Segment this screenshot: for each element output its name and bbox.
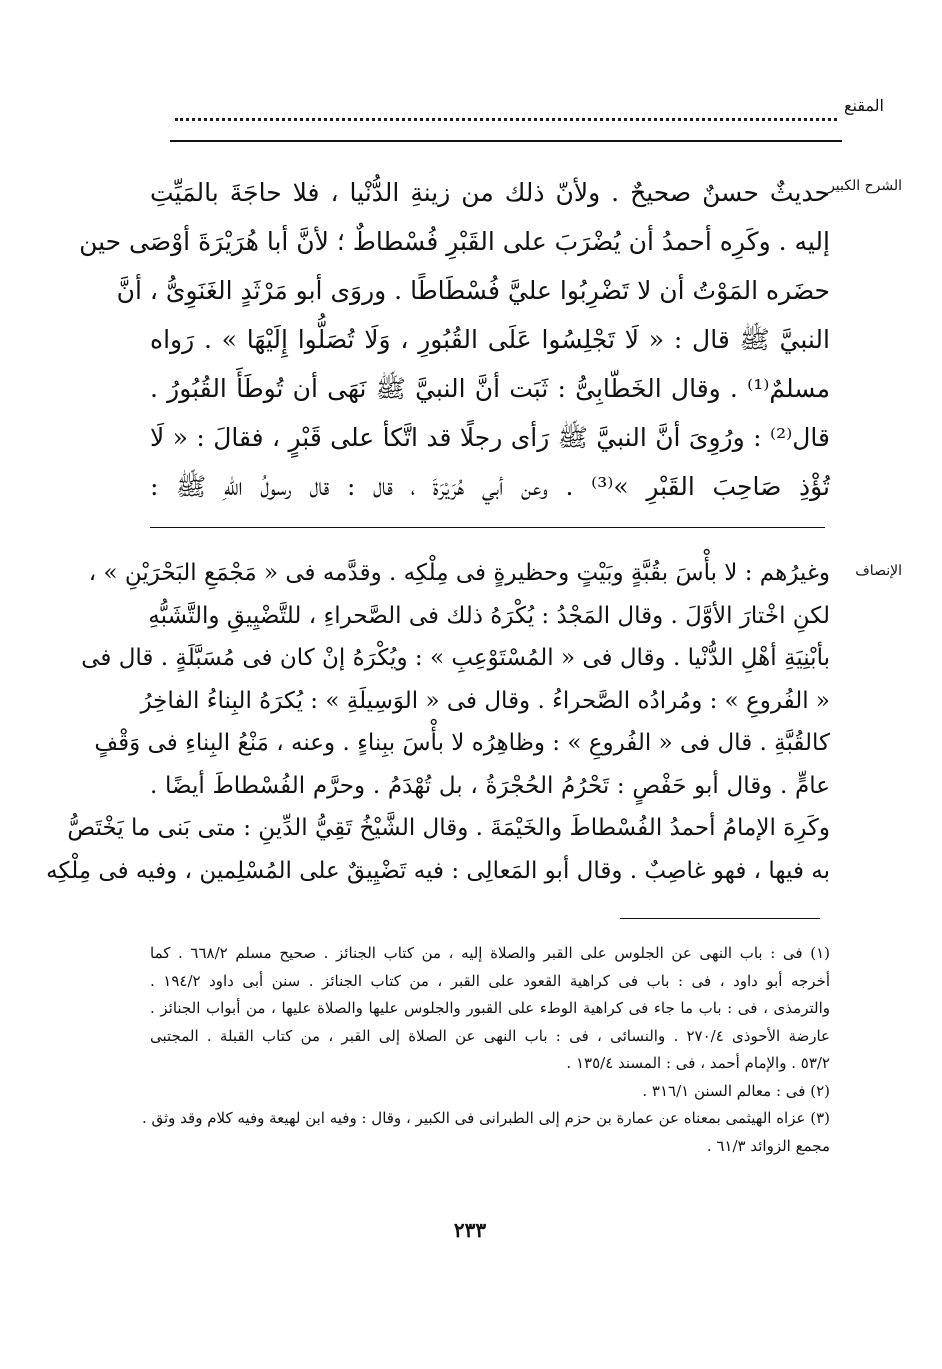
section-label-insaf: الإنصاف bbox=[855, 563, 902, 579]
section-label-sharh: الشرح الكبير bbox=[828, 178, 902, 194]
insaf-line: وكَرِهَ الإمامُ أحمدُ الفُسْطاطَ والخَيْمَةَ . وقال الشَّيْخُ تَقِيُّ الدِّينِ : متى بَنى ما يَخْتَصُّ bbox=[67, 815, 830, 841]
page-number: ٢٣٣ bbox=[453, 1218, 487, 1242]
footnote-line: ٥٣/٢ . والإمام أحمد ، فى : المسند ١٣٥/٤ . bbox=[566, 1054, 830, 1072]
insaf-line: بأبْنِيَةِ أهْلِ الدُّنْيا . وقال فى « المُسْتَوْعِبِ » : ويُكْرَهُ إنْ كان فى مُسَبَّلَةٍ . قال فى bbox=[81, 645, 830, 671]
insaf-line: عامٍّ . وقال أبو حَفْصٍ : تَحْرُمُ الحُجْرَةُ ، بل تُهْدَمُ . وحرَّم الفُسْطاطَ أيضًا . bbox=[150, 772, 830, 799]
sharh-line: إليه . وكَرِه أحمدُ أن يُضْرَبَ على القَبْرِ فُسْطاطٌ ؛ لأنَّ أبا هُرَيْرَةَ أوْصَى حين bbox=[79, 227, 830, 256]
header-rule bbox=[170, 140, 842, 142]
section-separator bbox=[150, 527, 825, 528]
footnote-line: (٢) فى : معالم السنن ٣١٦/١ . bbox=[642, 1081, 830, 1100]
footnote-line: عارضة الأحوذى ٢٧٠/٤ . والنسائى ، فى : باب النهى عن الصلاة إلى القبر ، من كتاب القبلة . المجتبى bbox=[150, 1026, 830, 1045]
insaf-text bbox=[46, 552, 830, 892]
footnote-line: والترمذى ، فى : باب ما جاء فى كراهية الوطء على القبور والجلوس عليها والصلاة عليها ، من أبواب الجنائز . bbox=[150, 999, 830, 1017]
footnote-rule bbox=[620, 918, 820, 919]
footnote-line: أخرجه أبو داود ، فى : باب فى كراهية القعود على القبر ، من كتاب الجنائز . سنن أبى داود ١٩٤/٢ . bbox=[150, 971, 830, 990]
sharh-line: مسلمٌ⁽¹⁾ . وقال الخَطّابِىُّ : ثَبَت أنَّ النبيَّ ﷺ نَهَى أن تُوطَأَ القُبُورُ . bbox=[150, 374, 830, 403]
sharh-text bbox=[79, 168, 830, 511]
insaf-line: وغيرُهم : لا بأْسَ بقُبَّةٍ وبَيْتٍ وحظيرةٍ فى مِلْكِه . وقدَّمه فى « مَجْمَعِ البَحْرَيْنِ » ، bbox=[88, 560, 830, 586]
sharh-line: حضَره المَوْتُ أن لا تَضْرِبُوا عليَّ فُسْطَاطًا . وروَى أبو مَرْثَدٍ الغَنَوِىُّ ، أنَّ bbox=[116, 276, 830, 305]
sharh-line: قال⁽²⁾ : ورُوِىَ أنَّ النبيَّ ﷺ رَأى رجلًا قد اتَّكأ على قَبْرٍ ، فقالَ : « لَا bbox=[150, 423, 830, 452]
footnote-line: مجمع الزوائد ٦١/٣ . bbox=[706, 1136, 830, 1155]
footnotes bbox=[141, 940, 830, 1160]
sharh-line: تُؤْذِ صَاحِبَ القَبْرِ »⁽³⁾ . وعن أبي هُرَيْرَةَ ، قال : قال رسولُ اللهِ ﷺ : bbox=[150, 472, 830, 501]
footnote-line: (١) فى : باب النهى عن الجلوس على القبر والصلاة إليه ، من كتاب الجنائز . صحيح مسلم ٦٦٨/٢ . كما bbox=[150, 944, 830, 962]
sharh-line: النبيَّ ﷺ قال : « لَا تَجْلِسُوا عَلَى القُبُورِ ، وَلَا تُصَلُّوا إِلَيْهَا » . رَواه bbox=[150, 325, 830, 354]
footnote-line: (٣) عزاه الهيثمى بمعناه عن عمارة بن حزم إلى الطبرانى فى الكبير ، وقال : وفيه ابن لهيعة وفيه كلام وقد وثق . bbox=[141, 1109, 830, 1127]
running-title: المقنع bbox=[843, 96, 884, 115]
sharh-line: حديثٌ حسنٌ صحيحٌ . ولأنّ ذلك من زينةِ الدُّنْيا ، فلا حاجَةَ بالمَيِّتِ bbox=[150, 178, 830, 207]
insaf-line: كالقُبَّةِ . قال فى « الفُروعِ » : وظاهِرُه لا بأْسَ ببِناءٍ . وعنه ، مَنْعُ البِناءِ فى وَقْفٍ bbox=[94, 730, 830, 756]
insaf-line: لكنِ اخْتارَ الأوَّلَ . وقال المَجْدُ : يُكْرَهُ ذلك فى الصَّحراءِ ، للتَّضْيِيقِ والتَّشَبُّهِ bbox=[148, 602, 830, 629]
insaf-line: به فيها ، فهو غاصِبٌ . وقال أبو المَعالِى : فيه تَضْيِيقٌ على المُسْلِمين ، وفيه فى مِلْكِه bbox=[46, 857, 830, 884]
insaf-line: « الفُروعِ » : ومُرادُه الصَّحراءُ . وقال فى « الوَسِيلَةِ » : يُكرَهُ البِناءُ الفاخِرُ bbox=[140, 687, 830, 714]
running-header-dots bbox=[175, 98, 837, 121]
